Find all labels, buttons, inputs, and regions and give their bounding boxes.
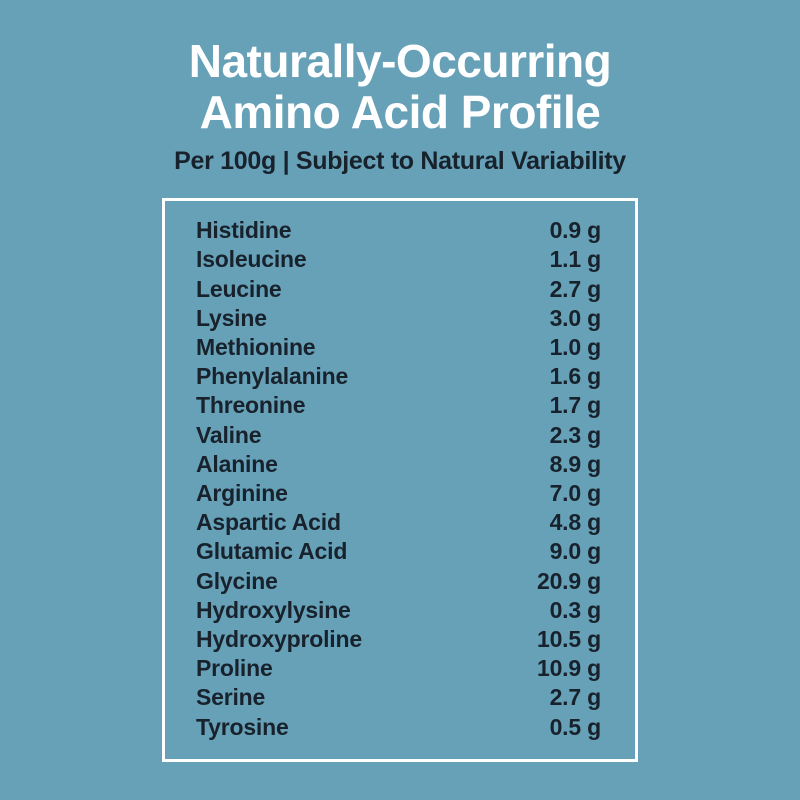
amino-acid-name: Serine: [196, 684, 266, 711]
amino-acid-name: Hydroxylysine: [196, 596, 351, 623]
table-row: [196, 450, 601, 479]
table-row: [196, 625, 601, 654]
table-row: [196, 362, 601, 391]
amino-acid-name: Threonine: [196, 392, 306, 419]
table-row: [196, 216, 601, 245]
amino-acid-table: [162, 198, 638, 762]
amino-acid-name: Glycine: [196, 567, 278, 594]
amino-acid-amount: 10.5 g: [536, 625, 601, 652]
amino-acid-amount: 1.1 g: [549, 246, 601, 273]
amino-acid-amount: 2.7 g: [549, 684, 601, 711]
amino-acid-amount: 20.9 g: [536, 567, 601, 594]
amino-acid-amount: 0.3 g: [549, 596, 601, 623]
amino-acid-name: Alanine: [196, 450, 278, 477]
title-line-1: Naturally-Occurring: [188, 35, 612, 87]
amino-acid-amount: 10.9 g: [536, 655, 601, 682]
amino-acid-name: Aspartic Acid: [196, 509, 341, 536]
amino-acid-name: Hydroxyproline: [196, 625, 362, 652]
table-row: [196, 479, 601, 508]
page-subtitle: Per 100g | Subject to Natural Variability: [174, 147, 626, 176]
amino-acid-amount: 7.0 g: [549, 479, 601, 506]
table-row: [196, 713, 601, 742]
table-row: [196, 683, 601, 712]
table-row: [196, 275, 601, 304]
table-row: [196, 537, 601, 566]
table-row: [196, 596, 601, 625]
amino-acid-amount: 0.9 g: [549, 217, 601, 244]
amino-acid-amount: 1.0 g: [549, 333, 601, 360]
table-row: [196, 567, 601, 596]
amino-acid-name: Arginine: [196, 479, 288, 506]
table-row: [196, 304, 601, 333]
table-row: [196, 508, 601, 537]
table-row: [196, 654, 601, 683]
amino-acid-name: Tyrosine: [196, 713, 289, 740]
amino-acid-amount: 9.0 g: [549, 538, 601, 565]
page-title: [0, 36, 800, 138]
title-line-2: Amino Acid Profile: [199, 86, 601, 139]
amino-acid-name: Histidine: [196, 217, 292, 244]
table-row: [196, 391, 601, 420]
table-row: [196, 245, 601, 274]
amino-acid-amount: 1.7 g: [549, 392, 601, 419]
amino-acid-name: Valine: [196, 421, 262, 448]
amino-acid-amount: 8.9 g: [549, 450, 601, 477]
amino-acid-amount: 3.0 g: [549, 304, 601, 331]
amino-acid-amount: 1.6 g: [549, 363, 601, 390]
table-row: [196, 421, 601, 450]
amino-acid-name: Leucine: [196, 275, 282, 302]
amino-acid-amount: 0.5 g: [549, 713, 601, 740]
amino-acid-amount: 2.3 g: [549, 421, 601, 448]
amino-acid-name: Isoleucine: [196, 246, 307, 273]
amino-acid-amount: 4.8 g: [549, 509, 601, 536]
amino-acid-name: Glutamic Acid: [196, 538, 348, 565]
table-row: [196, 333, 601, 362]
amino-acid-name: Lysine: [196, 304, 267, 331]
header: [0, 0, 800, 176]
amino-acid-name: Methionine: [196, 333, 316, 360]
amino-acid-name: Proline: [196, 655, 273, 682]
amino-acid-amount: 2.7 g: [549, 275, 601, 302]
amino-acid-name: Phenylalanine: [196, 363, 349, 390]
